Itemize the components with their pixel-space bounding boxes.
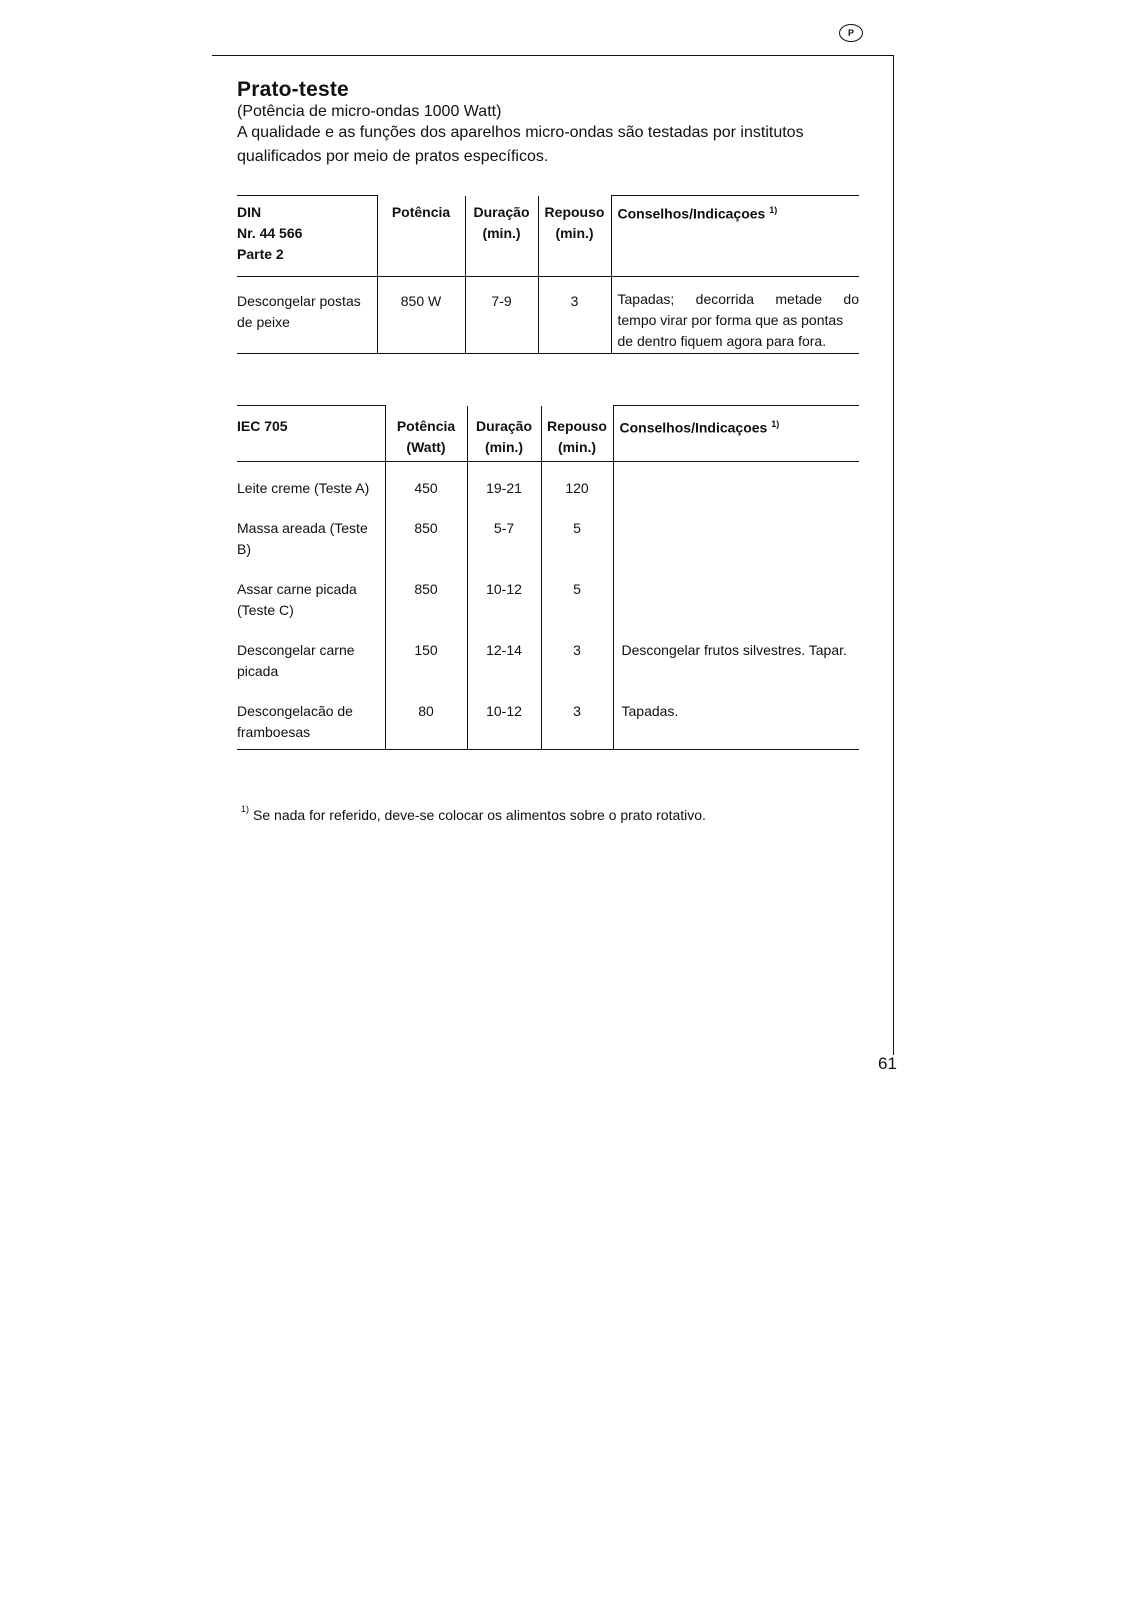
iec-dish-cell: Massa areada (Teste B): [237, 507, 385, 568]
iec-tips-cell: [613, 568, 859, 629]
din-rest-header-line: Repouso: [544, 203, 605, 220]
din-dish-line: de peixe: [237, 314, 290, 330]
iec-tips-header: [613, 406, 859, 462]
table-row: [237, 462, 859, 508]
table-row: [237, 568, 859, 629]
iec-dish-cell: [237, 690, 385, 750]
iec-duration-cell: 10-12: [467, 568, 541, 629]
iec-rest-header-line: Repouso: [547, 417, 607, 434]
iec-tips-cell: Descongelar frutos silvestres. Tapar.: [621, 642, 847, 658]
din-standard-line: Nr. 44 566: [237, 225, 303, 241]
footnote: [241, 804, 706, 823]
iec-dish-line: (Teste C): [237, 602, 294, 618]
iec-dish-cell: Leite creme (Teste A): [237, 462, 385, 508]
din-tips-line: Tapadas; decorrida metade do: [617, 291, 859, 307]
din-power-header: Potência: [377, 196, 465, 277]
din-dish-line: Descongelar postas: [237, 293, 361, 309]
iec-test-table: [237, 405, 859, 750]
din-table-header-row: [237, 196, 859, 277]
iec-rest-cell: 3: [541, 629, 613, 690]
iec-duration-cell: 12-14: [467, 629, 541, 690]
iec-rest-cell: 5: [541, 568, 613, 629]
din-tips-footnote-ref: 1): [769, 205, 778, 215]
iec-tips-cell: [613, 507, 859, 568]
iec-tips-header-label: Conselhos/Indicaçoes: [619, 419, 768, 436]
din-tips-line: de dentro fiquem agora para fora.: [617, 333, 827, 349]
iec-tips-cell: [613, 462, 859, 508]
iec-power-cell: 150: [385, 629, 467, 690]
right-rule: [893, 55, 894, 1055]
iec-dish-cell: [237, 568, 385, 629]
intro-paragraph: A qualidade e as funções dos aparelhos micro-ondas são testadas por institutos qualificados por meio de pratos específicos.: [237, 124, 804, 165]
footnote-text: Se nada for referido, deve-se colocar os alimentos sobre o prato rotativo.: [253, 807, 706, 823]
iec-power-cell: 850: [385, 507, 467, 568]
din-standard-header: [237, 196, 377, 277]
din-tips-line: tempo virar por forma que as pontas: [617, 312, 844, 328]
iec-rest-cell: 5: [541, 507, 613, 568]
iec-duration-header-line: (min.): [484, 438, 524, 455]
iec-dish-line: framboesas: [237, 724, 311, 740]
din-tips-header: [611, 196, 859, 277]
iec-power-header-line: Potência: [396, 417, 456, 434]
iec-tips-cell: Tapadas.: [613, 690, 859, 750]
page-number: 61: [878, 1054, 897, 1073]
din-standard-line: DIN: [237, 204, 262, 220]
iec-dish-line: Descongelacão de: [237, 703, 353, 719]
iec-duration-header-line: Duração: [475, 417, 533, 434]
iec-dish-line: picada: [237, 663, 279, 679]
iec-duration-cell: 5-7: [467, 507, 541, 568]
iec-tips-footnote-ref: 1): [771, 419, 780, 429]
iec-power-cell: 850: [385, 568, 467, 629]
iec-rest-cell: 120: [541, 462, 613, 508]
din-dish-cell: [237, 277, 377, 354]
table-row: [237, 277, 859, 354]
din-power-cell: 850 W: [377, 277, 465, 354]
din-duration-cell: 7-9: [465, 277, 538, 354]
language-badge-icon: P: [839, 24, 863, 42]
din-tips-cell: [611, 277, 859, 354]
iec-duration-header: [467, 406, 541, 462]
iec-dish-line: Descongelar carne: [237, 642, 355, 658]
section-subtitle: (Potência de micro-ondas 1000 Watt): [237, 103, 502, 120]
iec-power-cell: 450: [385, 462, 467, 508]
table-row: [237, 690, 859, 750]
iec-rest-cell: 3: [541, 690, 613, 750]
iec-duration-cell: 10-12: [467, 690, 541, 750]
iec-table-header-row: [237, 406, 859, 462]
din-rest-header-line: (min.): [555, 224, 594, 241]
din-tips-header-label: Conselhos/Indicaçoes: [617, 205, 766, 222]
din-duration-header-line: (min.): [482, 224, 521, 241]
iec-dish-cell: [237, 629, 385, 690]
din-duration-header-line: Duração: [473, 203, 530, 220]
top-rule: [212, 55, 894, 56]
iec-rest-header: [541, 406, 613, 462]
din-rest-header: [538, 196, 611, 277]
section-title: Prato-teste: [237, 78, 349, 101]
din-test-table: [237, 195, 859, 354]
iec-power-cell: 80: [385, 690, 467, 750]
table-row: [237, 629, 859, 690]
iec-standard-header: IEC 705: [237, 406, 385, 462]
iec-duration-cell: 19-21: [467, 462, 541, 508]
footnote-marker: 1): [241, 804, 250, 814]
iec-power-header-line: (Watt): [406, 438, 446, 455]
table-row: [237, 507, 859, 568]
din-standard-line: Parte 2: [237, 246, 284, 262]
iec-rest-header-line: (min.): [557, 438, 597, 455]
iec-dish-line: Assar carne picada: [237, 581, 357, 597]
din-rest-cell: 3: [538, 277, 611, 354]
din-duration-header: [465, 196, 538, 277]
iec-power-header: [385, 406, 467, 462]
